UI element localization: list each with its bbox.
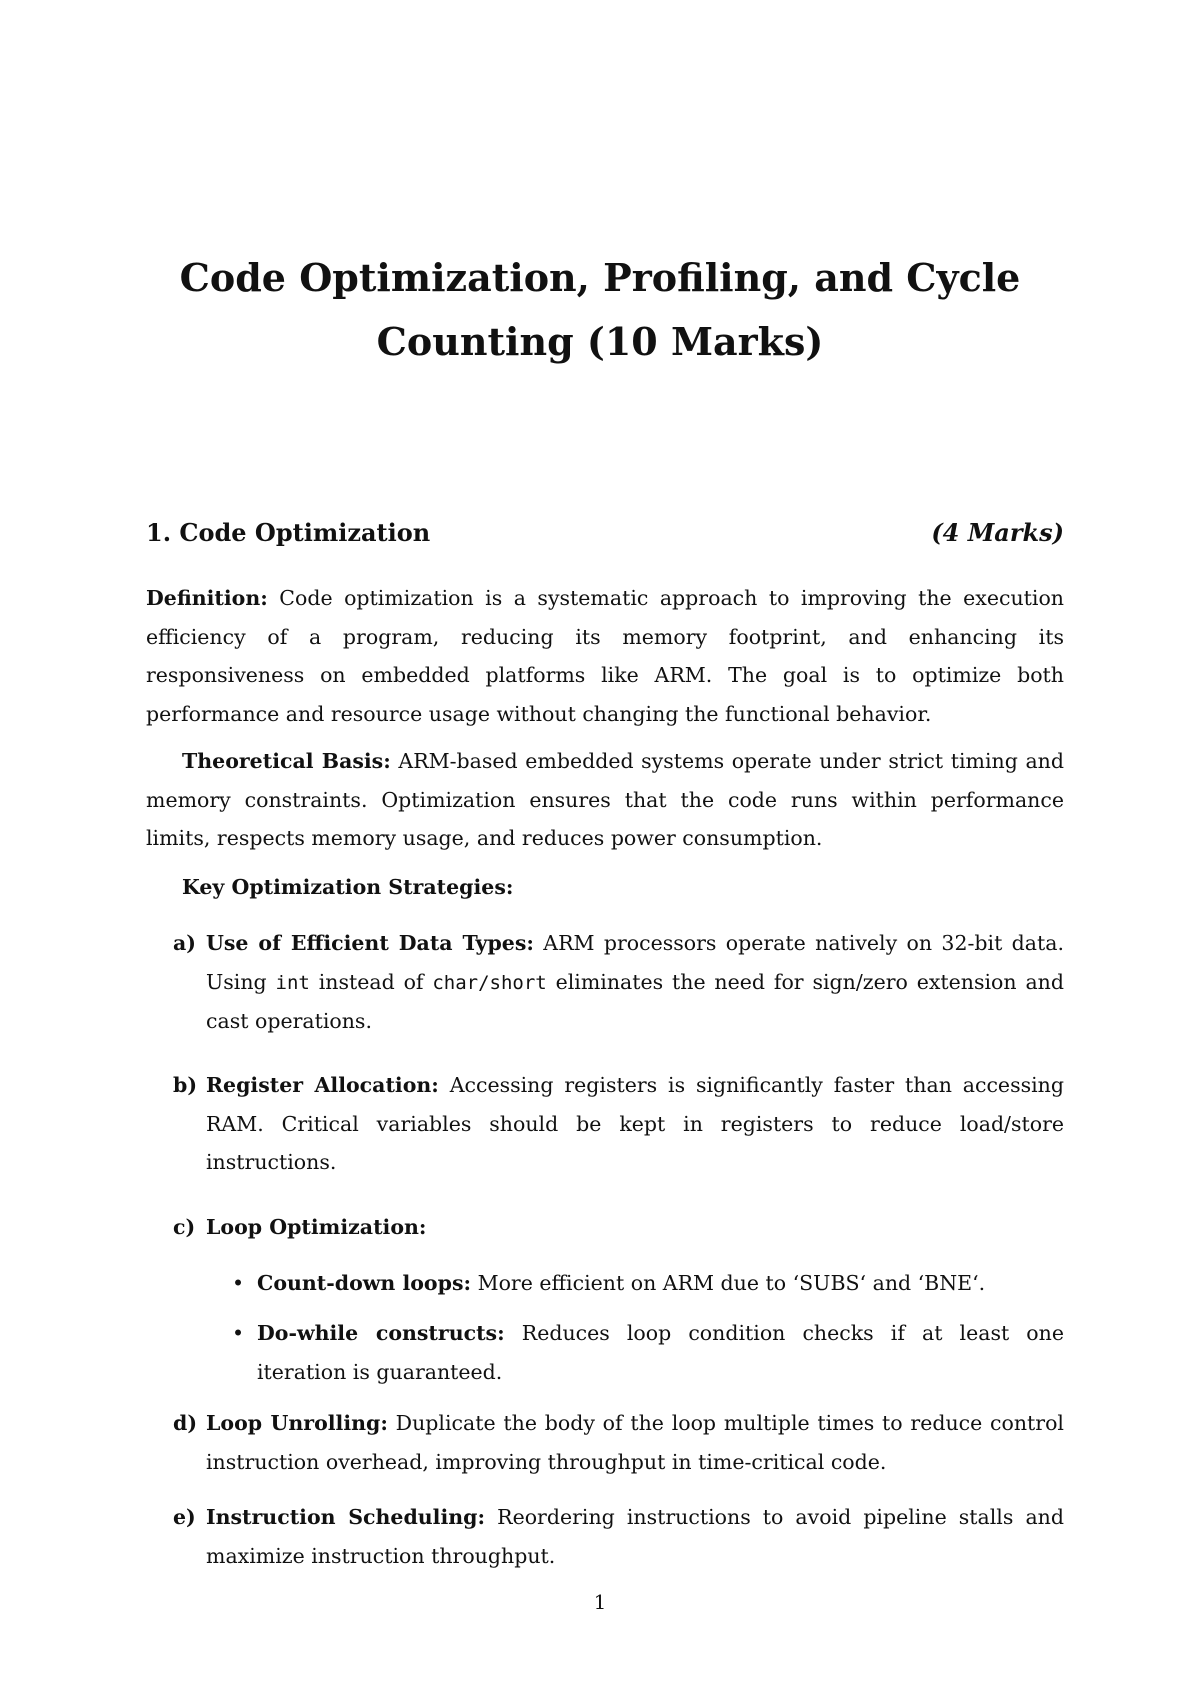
item-text: instead of bbox=[309, 969, 433, 994]
item-body bbox=[206, 1404, 1064, 1481]
strategies-heading-label: Key Optimization Strategies: bbox=[182, 875, 514, 899]
page-number: 1 bbox=[593, 1590, 607, 1614]
title-line-2: Counting (10 Marks) bbox=[376, 319, 824, 364]
document-title bbox=[0, 246, 1200, 374]
bullet-item bbox=[206, 1264, 1064, 1303]
list-item-a bbox=[146, 924, 1064, 1041]
item-label: Register Allocation: bbox=[206, 1073, 439, 1097]
definition-paragraph bbox=[146, 579, 1064, 733]
item-letter: d) bbox=[173, 1411, 198, 1435]
list-item-d bbox=[146, 1404, 1064, 1481]
list-item-c bbox=[146, 1208, 1064, 1384]
list-item-e bbox=[146, 1498, 1064, 1575]
bullet-icon: • bbox=[232, 1271, 245, 1295]
item-letter: c) bbox=[173, 1215, 196, 1239]
bullet-icon: • bbox=[232, 1321, 245, 1345]
section-marks: (4 Marks) bbox=[931, 518, 1064, 547]
bullet-body: Reduces loop condition checks if at least one iteration is guaranteed. bbox=[257, 1321, 1064, 1384]
code-int: int bbox=[275, 971, 310, 994]
item-text: Accessing registers is significantly faster than accessing RAM. Critical variables should be kept in registers to reduce load/store instructions. bbox=[206, 1073, 1064, 1174]
section-heading bbox=[146, 518, 1064, 554]
list-item-b bbox=[146, 1066, 1064, 1182]
theory-paragraph bbox=[146, 742, 1064, 858]
item-text: Duplicate the body of the loop multiple times to reduce control instruction overhead, improving throughput in time-critical code. bbox=[206, 1411, 1064, 1474]
definition-label: Definition: bbox=[146, 586, 268, 610]
bullet-item bbox=[206, 1314, 1064, 1391]
strategies-heading bbox=[182, 868, 1064, 907]
item-text: eliminates the need for sign/zero extension and cast operations. bbox=[206, 969, 1064, 1033]
definition-text: Code optimization is a systematic approach to improving the execution efficiency of a program, reducing its memory footprint, and enhancing its responsiveness on embedded platforms like ARM. The goal is to optimize both performance and resource usage without changing the functional behavior. bbox=[146, 586, 1064, 726]
bullet-label: Count-down loops: bbox=[257, 1271, 472, 1295]
bullet-label: Do-while constructs: bbox=[257, 1321, 505, 1345]
item-text: Reordering instructions to avoid pipeline stalls and maximize instruction throughput. bbox=[206, 1505, 1064, 1568]
item-letter: a) bbox=[173, 931, 196, 955]
item-body bbox=[206, 1066, 1064, 1182]
theory-text: ARM-based embedded systems operate under strict timing and memory constraints. Optimization ensures that the code runs within performance limits, respects memory usage, and reduces power consumption. bbox=[146, 749, 1064, 850]
bullet-body: More efficient on ARM due to ‘SUBS‘ and ‘BNE‘. bbox=[471, 1271, 986, 1295]
title-line-1: Code Optimization, Profiling, and Cycle bbox=[179, 255, 1021, 300]
item-label: Use of Efficient Data Types: bbox=[206, 931, 534, 955]
section-title: 1. Code Optimization bbox=[146, 518, 431, 547]
item-label: Loop Optimization: bbox=[206, 1215, 427, 1239]
item-label: Instruction Scheduling: bbox=[206, 1505, 486, 1529]
item-letter: e) bbox=[173, 1505, 196, 1529]
item-body bbox=[206, 1498, 1064, 1575]
item-label: Loop Unrolling: bbox=[206, 1411, 388, 1435]
code-char-short: char/short bbox=[432, 971, 547, 994]
item-text: ARM processors operate natively on 32-bit data. Using bbox=[206, 931, 1065, 994]
bullet-text bbox=[257, 1314, 1064, 1391]
bullet-text bbox=[257, 1264, 1064, 1303]
item-body bbox=[206, 1208, 1064, 1247]
item-body bbox=[206, 924, 1064, 1041]
item-letter: b) bbox=[173, 1073, 198, 1097]
theory-label: Theoretical Basis: bbox=[182, 749, 391, 773]
